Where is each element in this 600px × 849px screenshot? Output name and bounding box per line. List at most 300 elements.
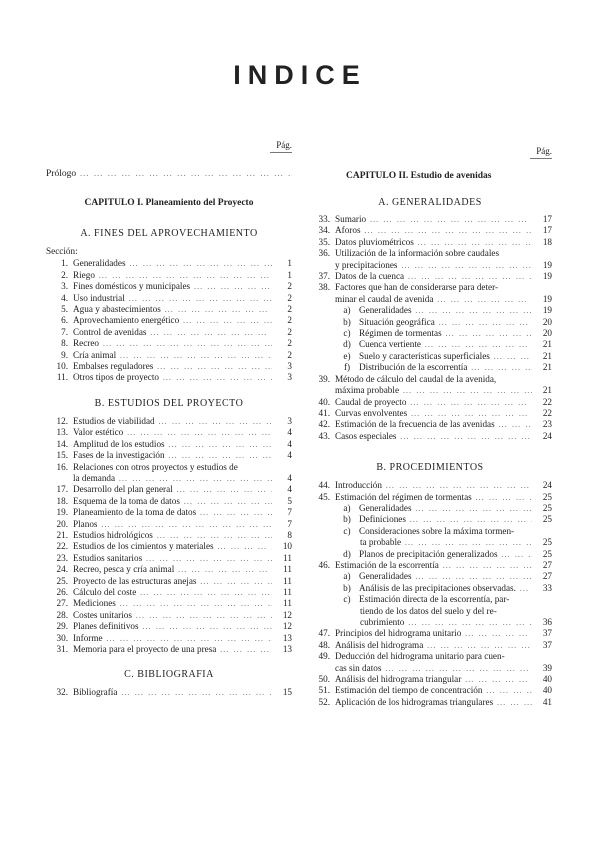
entry-number: 16. [56,461,68,472]
entry-page: 21 [542,385,552,396]
entry-number: 39. [318,373,330,384]
entry-title: Situación geográfica … … … … … … … … … … … … … … … … … … … … … … [359,317,532,328]
toc-entry [308,560,552,571]
entry-continuation [46,473,292,484]
entry-page [532,374,552,385]
entry-letter: f) [343,362,351,373]
entry-page [532,594,552,605]
entry-title: Generalidades … … … … … … … … … … … … … … … … … … … … … … [359,571,532,582]
entry-number: 10. [56,361,68,372]
entry-number [308,339,335,350]
toc-entry [308,431,552,442]
entry-page: 3 [287,361,292,372]
entry-title-cont: ta probable … … … … … … … … … … … … … … … … … … … … … … [360,537,532,548]
entry-page [532,526,552,537]
chapter-heading: CAPITULO I. Planeamiento del Proyecto [84,198,254,209]
entry-number: 33. [318,214,330,224]
entry-title: Estimación directa de la escorrentía, par- [359,594,510,605]
toc-entry [308,594,552,605]
toc-entry [308,225,552,236]
entry-page: 24 [542,430,552,441]
entry-page: 40 [542,685,552,696]
entry-title: Consideraciones sobre la máxima tormen- [359,525,515,536]
entry-page: 25 [542,502,552,513]
entry-number: 3. [61,281,68,292]
entry-title-cont: máxima probable … … … … … … … … … … … … … … … … … … … … … … [335,385,532,396]
entry-page: 7 [287,518,292,529]
entry-page: 18 [542,236,552,247]
entry-page: 4 [287,438,292,449]
entry-number: 46. [318,559,330,570]
toc-entry [308,583,552,594]
entry-letter: a) [343,305,351,316]
entry-number: 15. [56,450,68,461]
entry-page: 4 [287,450,292,461]
entry-page: 19 [542,271,552,282]
entry-page: 36 [542,617,552,627]
toc-entry [46,462,292,473]
entry-title-cont: cas sin datos … … … … … … … … … … … … … … … … … … … … … … [335,663,532,674]
toc-entry [46,598,292,609]
entry-number: 1. [61,258,68,269]
entry-number: 25. [56,575,68,586]
entry-number: 41. [318,407,330,418]
entry-letter: e) [343,350,351,361]
entry-number [308,362,335,373]
entry-number: 36. [318,248,330,259]
entry-title: Suelo y características superficiales … … … … … … … … … … … … … … … … … … … … … … [359,351,532,362]
page-title: INDICE [233,60,367,90]
entry-number: 45. [318,491,330,502]
toc-entry [46,564,292,575]
entry-page: 21 [542,362,552,373]
entry-title: Planos de precipitación generalizados … … … … … … … … … … … … … … … … … … … … … … [359,549,532,560]
entry-title: Análisis de las precipitaciones observadas. … … … … … … … … … … … … … … … … … … … … … … [359,583,532,594]
entry-page: 2 [287,304,292,315]
entry-number: 31. [56,644,68,654]
toc-entry [46,687,292,698]
entry-title: Valor estético … … … … … … … … … … … … … … … … … … … … … … [73,427,272,438]
entry-number: 44. [318,480,330,491]
entry-title: Embalses reguladores … … … … … … … … … … … … … … … … … … … … … … [73,361,272,372]
entry-title: Agua y abastecimientos … … … … … … … … … … … … … … … … … … … … … … [73,304,272,315]
entry-title: Introducción … … … … … … … … … … … … … … … … … … … … … … [335,480,532,491]
toc-entry [46,372,292,383]
toc-entry [308,271,552,282]
entry-number: 9. [61,349,68,360]
toc-list [308,214,552,442]
prologue-text: Prólogo … … … … … … … … … … … … … … … … … … … … … … [46,169,292,180]
entry-page: 2 [287,281,292,292]
entry-page: 2 [287,326,292,337]
entry-page: 3 [287,372,292,383]
entry-letter: b) [343,582,351,593]
entry-number: 42. [318,419,330,430]
toc-entry [308,305,552,316]
entry-title: Generalidades … … … … … … … … … … … … … … … … … … … … … … [359,305,532,316]
entry-letter: d) [343,548,351,559]
entry-page: 4 [287,472,292,483]
entry-page: 17 [542,225,552,236]
toc-list [46,416,292,656]
entry-letter: c) [343,328,351,339]
entry-page: 11 [283,598,292,609]
entry-number [308,328,335,339]
entry-number: 52. [318,696,330,707]
entry-title: Cuenca vertiente … … … … … … … … … … … … … … … … … … … … … … [359,339,532,350]
toc-entry [308,480,552,491]
entry-number [308,583,335,594]
entry-title: Casos especiales … … … … … … … … … … … … … … … … … … … … … … [335,431,532,442]
toc-entry [46,496,292,507]
toc-entry [46,350,292,361]
entry-number: 37. [318,271,330,282]
toc-entry [46,416,292,427]
entry-title: Bibliografía … … … … … … … … … … … … … … … … … … … … … … [73,687,272,698]
toc-entry [308,651,552,662]
entry-title: Generalidades … … … … … … … … … … … … … … … … … … … … … … [359,503,532,514]
entry-page: 22 [542,407,552,418]
entry-title: Relaciones con otros proyectos y estudios de [73,461,238,472]
entry-title-cont: tiendo de los datos del suelo y del re- [360,605,497,616]
entry-title-cont: minar el caudal de avenida … … … … … … … … … … … … … … … … … … … … … … [335,294,532,305]
toc-entry [46,338,292,349]
toc-entry [308,685,552,696]
entry-page [532,282,552,293]
entry-page [532,606,552,617]
entry-page: 37 [542,639,552,650]
entry-title: Régimen de tormentas … … … … … … … … … … … … … … … … … … … … … … [359,328,532,339]
entry-number: 6. [61,315,68,326]
entry-title: Datos de la cuenca … … … … … … … … … … … … … … … … … … … … … … [335,271,532,282]
entry-number: 20. [56,518,68,529]
entry-page: 1 [287,258,292,269]
chapter-heading: CAPITULO II. Estudio de avenidas [346,171,492,181]
entry-letter: b) [343,514,351,525]
entry-page: 27 [542,571,552,582]
entry-number: 18. [56,495,68,506]
entry-page: 13 [282,644,292,654]
entry-number: 2. [61,269,68,280]
section-heading: C. BIBLIOGRAFIA [124,669,214,681]
entry-page: 11 [283,564,292,575]
entry-title: Esquema de la toma de datos … … … … … … … … … … … … … … … … … … … … … … [73,496,272,507]
entry-title: Aforos … … … … … … … … … … … … … … … … … … … … … … [335,225,532,236]
toc-entry [308,526,552,537]
entry-page: 33 [542,582,552,593]
entry-number [308,549,335,560]
entry-title: Factores que han de considerarse para deter- [335,282,499,293]
entry-number [308,514,335,525]
entry-title: Mediciones … … … … … … … … … … … … … … … … … … … … … … [73,598,272,609]
entry-page: 12 [282,609,292,620]
entry-title: Estimación de la escorrentía … … … … … … … … … … … … … … … … … … … … … … [335,560,532,571]
entry-page: 24 [542,480,552,491]
toc-entry [308,374,552,385]
entry-title: Datos pluviométricos … … … … … … … … … … … … … … … … … … … … … … [335,237,532,248]
toc-entry [308,419,552,430]
toc-entry [46,530,292,541]
entry-page: 40 [542,674,552,685]
entry-number: 13. [56,427,68,438]
entry-number: 26. [56,586,68,597]
toc-entry [308,408,552,419]
section-label: Sección: [46,246,78,257]
toc-entry [46,621,292,632]
entry-page: 41 [542,696,552,707]
entry-page: 25 [542,514,552,525]
entry-title: Estudios de los cimientos y materiales … … … … … … … … … … … … … … … … … … … … … … [73,541,272,552]
entry-number [308,571,335,582]
entry-number [308,305,335,316]
entry-page: 19 [542,305,552,316]
entry-number [308,351,335,362]
entry-continuation [308,294,552,305]
entry-number [308,594,335,605]
toc-entry [308,628,552,639]
entry-title: Riego … … … … … … … … … … … … … … … … … … … … … … [73,270,272,281]
toc-entry [46,507,292,518]
entry-title: Utilización de la información sobre caudales [335,248,500,259]
entry-number: 4. [61,292,68,303]
entry-title: Deducción del hidrograma unitario para cuen- [335,651,505,662]
toc-entry [308,571,552,582]
entry-number: 51. [318,685,330,696]
entry-title: Estudios sanitarios … … … … … … … … … … … … … … … … … … … … … … [73,553,272,564]
entry-number: 11. [56,372,68,383]
toc-entry [46,439,292,450]
entry-title: Análisis del hidrograma … … … … … … … … … … … … … … … … … … … … … … [335,640,532,651]
toc-entry [46,541,292,552]
toc-entry [308,214,552,225]
entry-number: 7. [61,326,68,337]
toc-entry [46,281,292,292]
entry-title: Fases de la investigación … … … … … … … … … … … … … … … … … … … … … … [73,450,272,461]
toc-entry [46,427,292,438]
toc-entry [308,397,552,408]
entry-number: 23. [56,552,68,563]
toc-entry [308,492,552,503]
entry-letter: c) [343,525,351,536]
entry-number: 38. [318,282,330,293]
toc-entry [46,633,292,644]
entry-page: 27 [542,559,552,570]
section-heading: B. ESTUDIOS DEL PROYECTO [94,397,244,409]
entry-number: 49. [318,651,330,662]
entry-page: 15 [282,687,292,698]
entry-page: 2 [287,338,292,349]
entry-number: 5. [61,304,68,315]
right-column [308,140,552,708]
toc-entry [46,258,292,269]
toc-entry [308,237,552,248]
entry-page [532,248,552,259]
toc-entry [46,587,292,598]
entry-number: 17. [56,484,68,495]
toc-entry [46,304,292,315]
entry-title: Amplitud de los estudios … … … … … … … … … … … … … … … … … … … … … … [73,439,272,450]
entry-page: 3 [287,415,292,426]
toc-entry [308,549,552,560]
entry-page: 20 [542,328,552,339]
entry-number: 22. [56,541,68,552]
entry-page: 5 [287,495,292,506]
section-heading: A. FINES DEL APROVECHAMIENTO [80,228,258,240]
entry-number: 8. [61,338,68,349]
entry-page: 25 [542,491,552,502]
entry-number: 40. [318,396,330,407]
entry-title: Generalidades … … … … … … … … … … … … … … … … … … … … … … [73,258,272,269]
entry-number [308,526,335,537]
entry-page: 21 [542,350,552,361]
entry-number: 28. [56,609,68,620]
entry-title: Distribución de la escorrentía … … … … … … … … … … … … … … … … … … … … … … [359,362,532,373]
entry-title: Desarrollo del plan general … … … … … … … … … … … … … … … … … … … … … … [73,484,272,495]
entry-page: 2 [287,292,292,303]
toc-entry [308,317,552,328]
section-heading: A. GENERALIDADES [378,197,482,208]
entry-number: 47. [318,628,330,639]
entry-title: Control de avenidas … … … … … … … … … … … … … … … … … … … … … … [73,327,272,338]
toc-entry [308,697,552,708]
entry-title: Cría animal … … … … … … … … … … … … … … … … … … … … … … [73,350,272,361]
entry-number: 34. [318,225,330,236]
left-column [46,140,292,699]
entry-page: 11 [283,552,292,563]
entry-number: 12. [56,415,68,426]
entry-letter: d) [343,339,351,350]
toc-entry [46,270,292,281]
entry-title: Definiciones … … … … … … … … … … … … … … … … … … … … … … [359,514,532,525]
entry-number: 35. [318,236,330,247]
entry-title: Principios del hidrograma unitario … … … … … … … … … … … … … … … … … … … … … … [335,628,532,639]
toc-entry [308,282,552,293]
toc-entry [308,362,552,373]
entry-title: Planos … … … … … … … … … … … … … … … … … … … … … … [73,519,272,530]
entry-title-cont: cubrimiento … … … … … … … … … … … … … … … … … … … … … … [360,617,532,628]
toc-entry [46,361,292,372]
entry-page: 13 [282,632,292,643]
section-heading: B. PROCEDIMIENTOS [376,462,484,474]
entry-letter: b) [343,316,351,327]
entry-title: Memoria para el proyecto de una presa … … … … … … … … … … … … … … … … … … … … … … [73,644,272,655]
prologue-entry [46,169,292,180]
entry-page: 37 [542,628,552,639]
entry-number: 14. [56,438,68,449]
toc-entry [46,315,292,326]
entry-page: 12 [282,621,292,632]
toc-entry [46,610,292,621]
entry-page: 7 [287,507,292,518]
divider [270,152,292,153]
entry-continuation [308,663,552,674]
toc-entry [308,248,552,259]
entry-title: Recreo, pesca y cría animal … … … … … … … … … … … … … … … … … … … … … … [73,564,272,575]
toc-entry [46,644,292,655]
entry-number: 48. [318,639,330,650]
entry-page: 23 [542,419,552,430]
entry-continuation [308,606,552,617]
entry-title-cont: y precipitaciones … … … … … … … … … … … … … … … … … … … … … … [335,260,532,271]
entry-title: Costes unitarios … … … … … … … … … … … … … … … … … … … … … … [73,610,272,621]
entry-title: Planes definitivos … … … … … … … … … … … … … … … … … … … … … … [73,621,272,632]
entry-continuation [308,385,552,396]
entry-number [308,503,335,514]
entry-title: Recreo … … … … … … … … … … … … … … … … … … … … … … [73,338,272,349]
entry-letter: a) [343,502,351,513]
entry-title: Método de cálculo del caudal de la avenida, [335,373,497,384]
entry-continuation [308,537,552,548]
toc-entry [46,519,292,530]
toc-entry [308,640,552,651]
entry-page: 22 [542,396,552,407]
entry-title: Fines domésticos y municipales … … … … … … … … … … … … … … … … … … … … … … [73,281,272,292]
entry-title: Informe … … … … … … … … … … … … … … … … … … … … … … [73,633,272,644]
entry-title: Estudios hidrológicos … … … … … … … … … … … … … … … … … … … … … … [73,530,272,541]
toc-entry [46,450,292,461]
entry-title: Otros tipos de proyecto … … … … … … … … … … … … … … … … … … … … … … [73,372,272,383]
entry-letter: a) [343,571,351,582]
entry-page: 17 [542,214,552,224]
entry-title: Aplicación de los hidrogramas triangulares … … … … … … … … … … … … … … … … … … … … … … [335,697,532,708]
toc-entry [46,293,292,304]
entry-title: Cálculo del coste … … … … … … … … … … … … … … … … … … … … … … [73,587,272,598]
entry-title: Estimación del tiempo de concentración … … … … … … … … … … … … … … … … … … … … … … [335,685,532,696]
entry-letter: c) [343,594,351,605]
entry-title: Aprovechamiento energético … … … … … … … … … … … … … … … … … … … … … … [73,315,272,326]
entry-number: 19. [56,507,68,518]
entry-title: Caudal de proyecto … … … … … … … … … … … … … … … … … … … … … … [335,397,532,408]
toc-list [46,258,292,383]
toc-list [46,687,292,698]
entry-page: 10 [282,541,292,552]
toc-entry [308,328,552,339]
entry-page [272,462,292,473]
entry-title: Estimación del régimen de tormentas … … … … … … … … … … … … … … … … … … … … … … [335,492,532,503]
toc-entry [46,327,292,338]
entry-page: 2 [287,315,292,326]
entry-title-cont: la demanda … … … … … … … … … … … … … … … … … … … … … … [73,473,272,484]
entry-title: Análisis del hidrograma triangular … … … … … … … … … … … … … … … … … … … … … … [335,674,532,685]
toc-entry [46,553,292,564]
entry-title: Uso industrial … … … … … … … … … … … … … … … … … … … … … … [73,293,272,304]
entry-number: 50. [318,674,330,685]
entry-page: 19 [542,259,552,270]
entry-continuation [308,617,552,628]
toc-entry [308,503,552,514]
entry-page: 1 [287,269,292,280]
entry-title: Estimación de la frecuencia de las avenidas … … … … … … … … … … … … … … … … … … … … … … [335,419,532,430]
entry-page [532,651,552,662]
entry-number: 21. [56,529,68,540]
toc-entry [308,514,552,525]
entry-page: 39 [542,662,552,673]
entry-page: 11 [283,575,292,586]
entry-number: 43. [318,430,330,441]
entry-page: 8 [287,529,292,540]
entry-number: 32. [56,687,68,698]
entry-page: 4 [287,484,292,495]
entry-page: 2 [287,349,292,360]
page-label: Pág. [276,140,292,150]
entry-page: 20 [542,316,552,327]
toc-entry [46,576,292,587]
entry-number: 30. [56,632,68,643]
toc-entry [308,674,552,685]
entry-continuation [308,260,552,271]
entry-title: Curvas envolventes … … … … … … … … … … … … … … … … … … … … … … [335,408,532,419]
entry-number: 24. [56,564,68,575]
